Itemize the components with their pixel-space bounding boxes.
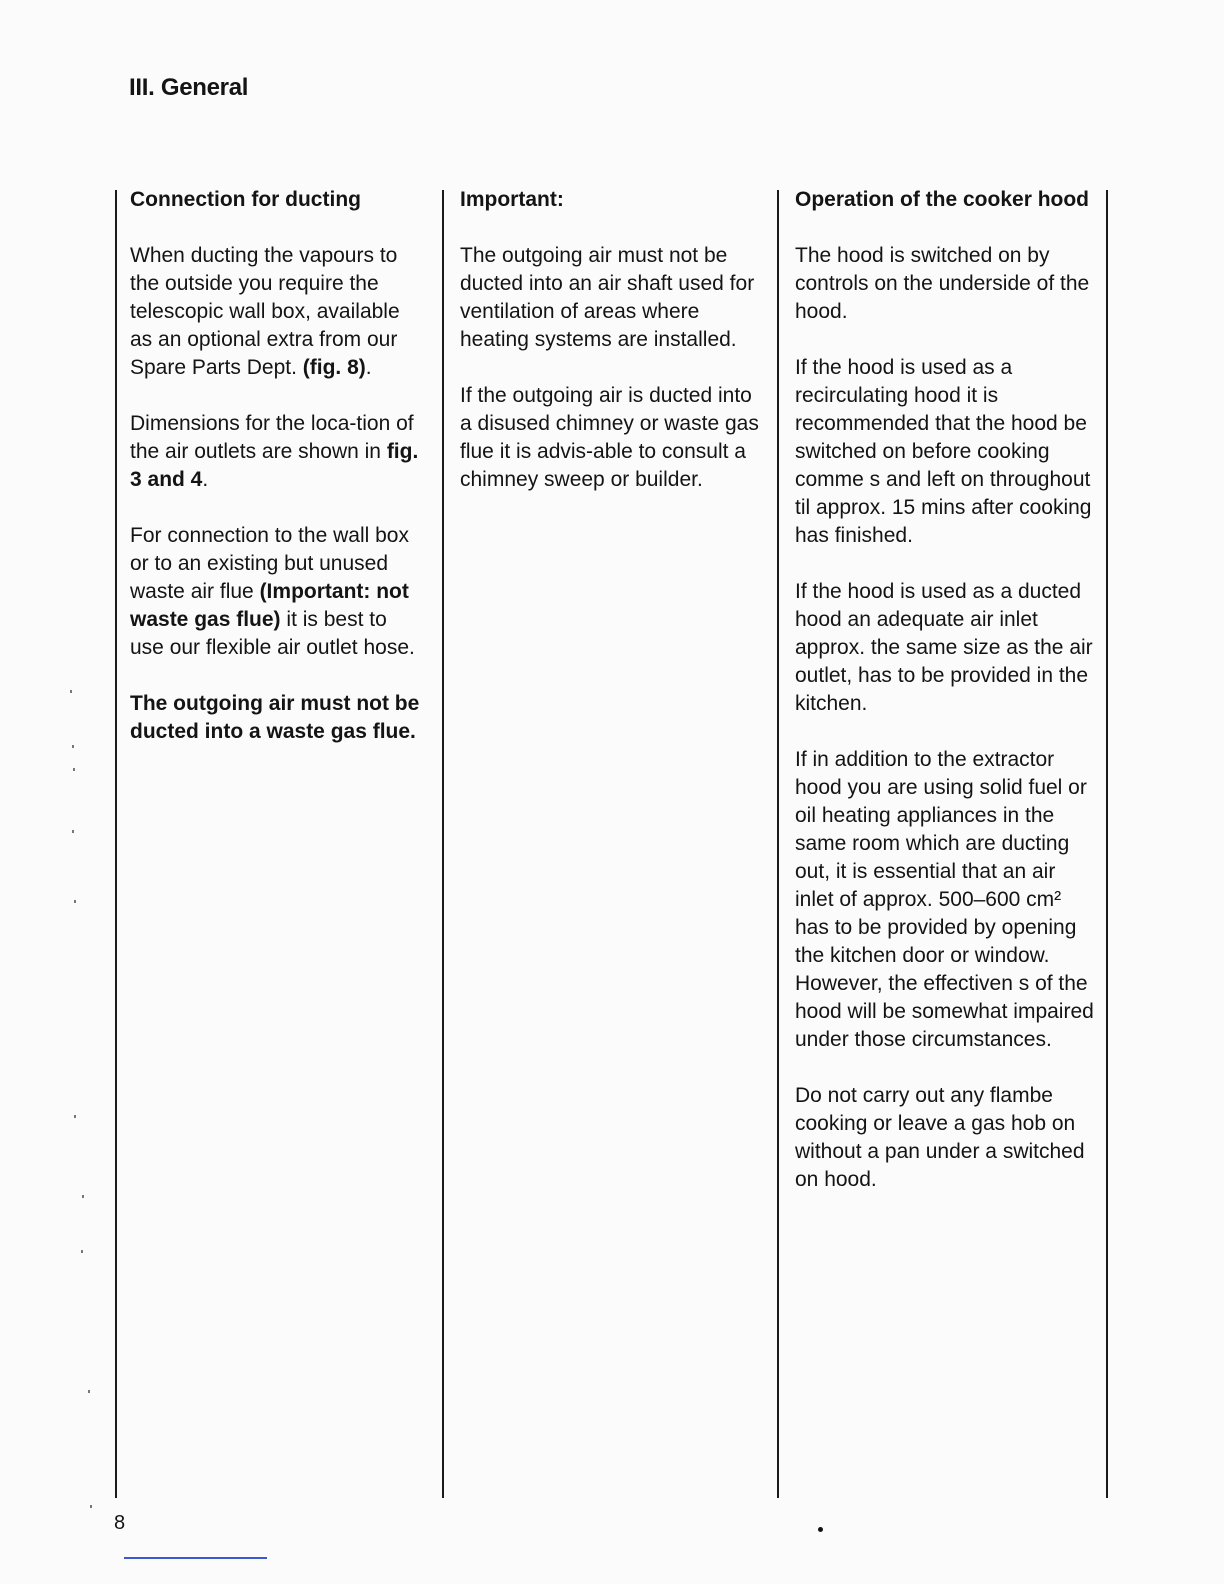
scan-speckle xyxy=(70,690,72,693)
column-rule-2 xyxy=(442,190,444,1498)
paragraph-text: If in addition to the extractor hood you are using solid fuel or oil heating appliances in the same room which are ducting out, it is essential that an air inlet of approx. 500–600 cm² has to be provided by opening the kitchen door or window. However, the effectiven s of the hood will be somewhat impaired under those circumstances. xyxy=(795,748,1094,1051)
paragraph-text: it is best to use our flexible air outlet hose. xyxy=(130,608,415,659)
important-note: (Important: not waste gas flue) xyxy=(130,580,409,631)
column-rule-1 xyxy=(115,190,117,1498)
scan-speckle xyxy=(73,768,75,771)
warning-text: The outgoing air must not be ducted into a waste gas flue. xyxy=(130,692,420,743)
figure-reference: (fig. 8) xyxy=(302,356,366,379)
footer-rule xyxy=(124,1557,267,1559)
scan-speckle xyxy=(88,1390,90,1393)
scan-speckle xyxy=(81,1250,83,1253)
paragraph-text: If the outgoing air is ducted into a disused chimney or waste gas flue it is advis-able to consult a chimney sweep or builder. xyxy=(460,384,759,491)
paragraph xyxy=(130,522,422,662)
column-heading: Connection for ducting xyxy=(130,188,361,211)
page-number: 8 xyxy=(114,1512,126,1534)
paragraph-text: For connection to the wall box or to an existing but unused waste air flue xyxy=(130,524,409,603)
paragraph xyxy=(795,746,1095,1054)
paragraph-text: Do not carry out any flambe cooking or leave a gas hob on without a pan under a switched on hood. xyxy=(795,1084,1085,1191)
paragraph xyxy=(130,242,422,382)
column-rule-3 xyxy=(777,190,779,1498)
paragraph-text: The outgoing air must not be ducted into an air shaft used for ventilation of areas where heating systems are installed. xyxy=(460,244,755,351)
scan-speckle xyxy=(82,1195,84,1198)
scan-dot xyxy=(818,1527,823,1532)
paragraph-text: Dimensions for the loca-tion of the air outlets are shown in xyxy=(130,412,414,463)
paragraph-text: The hood is switched on by controls on the underside of the hood. xyxy=(795,244,1090,323)
column-rule-4 xyxy=(1106,190,1108,1498)
paragraph-text: . xyxy=(202,468,209,491)
column-important xyxy=(460,186,764,522)
column-heading: Important: xyxy=(460,188,564,211)
paragraph xyxy=(130,410,422,494)
scan-speckle xyxy=(74,1115,76,1118)
paragraph-text: If the hood is used as a ducted hood an adequate air inlet approx. the same size as the air outlet, has to be provided in the kitchen. xyxy=(795,580,1093,715)
column-connection-for-ducting xyxy=(130,186,422,774)
figure-reference: fig. 3 and 4 xyxy=(130,440,419,491)
paragraph xyxy=(795,578,1095,718)
paragraph xyxy=(795,354,1095,550)
paragraph xyxy=(130,690,422,746)
scan-speckle xyxy=(72,830,74,833)
section-title: III. General xyxy=(129,74,249,101)
paragraph-text: When ducting the vapours to the outside you require the telescopic wall box, available as an optional extra from our Spare Parts Dept. xyxy=(130,244,400,379)
column-operation-of-the-cooker-hood xyxy=(795,186,1095,1222)
paragraph xyxy=(795,1082,1095,1194)
paragraph xyxy=(460,242,764,354)
paragraph-text: If the hood is used as a recirculating hood it is recommended that the hood be switched on before cooking comme s and left on throughout til approx. 15 mins after cooking has finished. xyxy=(795,356,1092,547)
paragraph xyxy=(795,242,1095,326)
scan-speckle xyxy=(72,745,74,748)
paragraph xyxy=(460,382,764,494)
scan-speckle xyxy=(90,1505,92,1508)
scan-speckle xyxy=(74,900,76,903)
paragraph-text: . xyxy=(365,356,372,379)
column-heading: Operation of the cooker hood xyxy=(795,188,1090,211)
